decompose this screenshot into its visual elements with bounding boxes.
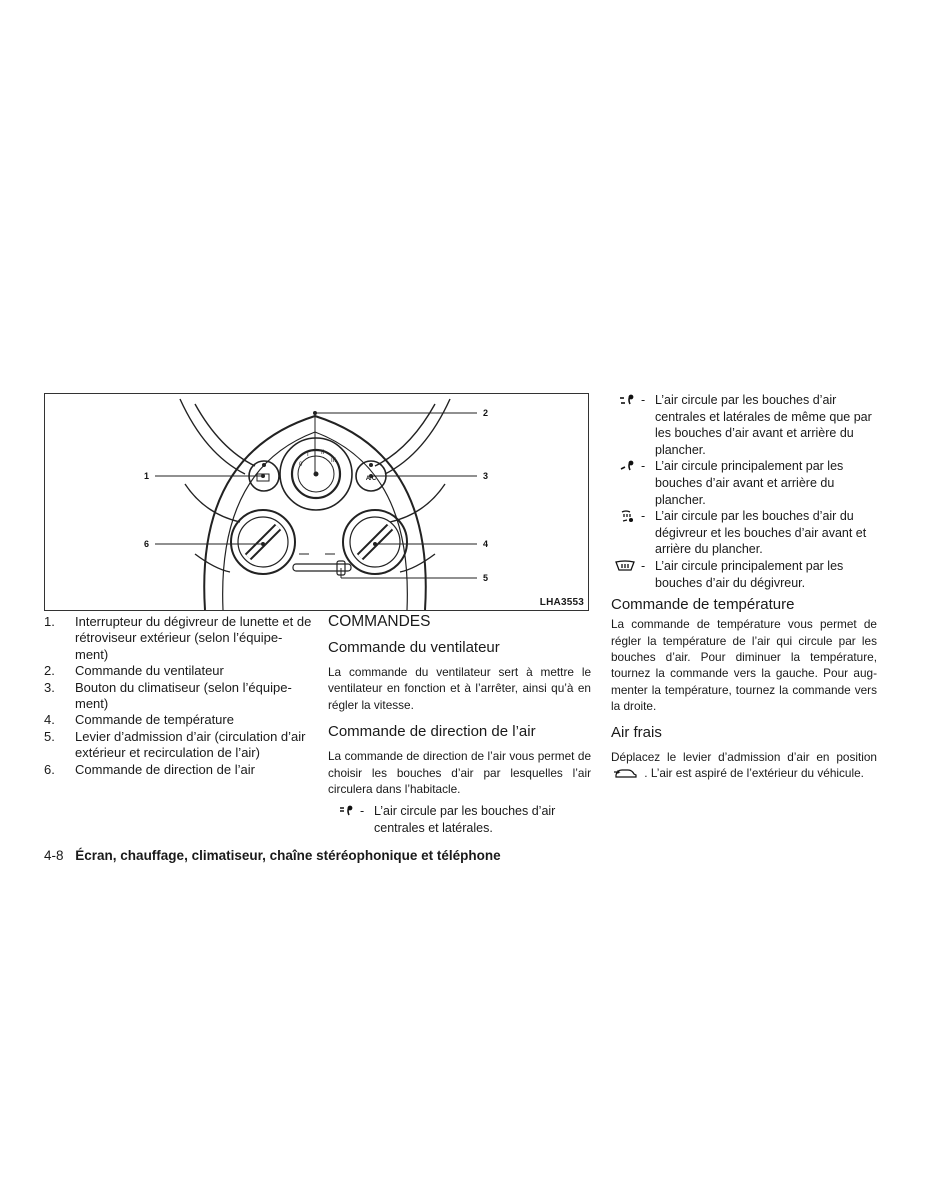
climate-control-figure [44, 393, 589, 611]
callout-5: 5 [483, 573, 489, 583]
fan-mark-2: II [321, 450, 325, 456]
figure-code: LHA3553 [539, 597, 584, 608]
bilevel-mode-item: - L’air circule par les bouches d’air centrales et latérales de même que par les bouches d’air avant et arrière du plancher. [611, 392, 877, 458]
fan-mark-1: I [307, 452, 309, 458]
callout-3: 3 [483, 471, 489, 481]
temperature-heading: Commande de température [611, 596, 795, 614]
list-item: 1. Interrupteur du dégivreur de lunette et de rétroviseur extérieur (selon l’équipe-ment) [44, 614, 312, 662]
right-column [611, 392, 877, 783]
fresh-air-icon [613, 767, 639, 783]
direction-paragraph: La commande de direction de l’air vous permet de choisir les bouches d’air par lesquelles l’air circulera dans l’habitacle. [328, 749, 591, 797]
foot-defrost-mode-icon [619, 508, 641, 524]
callout-2: 2 [483, 408, 489, 418]
list-item: 4. Commande de température [44, 712, 234, 728]
page-footer [44, 848, 501, 863]
defrost-mode-item: - L’air circule principalement par les bouches d’air du dégivreur. [611, 558, 877, 591]
fan-mark-3: III [331, 458, 337, 464]
page-number: 4-8 [44, 848, 64, 863]
middle-column [328, 612, 591, 837]
callout-1: 1 [143, 471, 149, 481]
bilevel-mode-text: L’air circule par les bouches d’air centrales et latérales de même que par les bouches d’air avant et arrière du plancher. [655, 393, 872, 457]
foot-mode-item: - L’air circule principalement par les bouches d’air avant et arrière du plancher. [611, 458, 877, 508]
foot-defrost-mode-text: L’air circule par les bouches d’air du dégivreur et les bouches d’air avant et arrière du plancher. [655, 509, 867, 557]
callout-4: 4 [483, 539, 489, 549]
section-heading: COMMANDES [328, 613, 431, 630]
climate-panel-illustration [45, 394, 588, 610]
list-item: 5. Levier d’admission d’air (circulation d’air extérieur et recirculation de l’air) [44, 728, 306, 761]
bilevel-mode-icon [619, 392, 641, 408]
direction-heading: Commande de direction de l’air [328, 723, 536, 741]
vent-mode-icon [338, 803, 360, 819]
list-item: 2. Commande du ventilateur [44, 663, 224, 679]
figure-legend [44, 614, 312, 778]
foot-mode-text: L’air circule principalement par les bouches d’air avant et arrière du plancher. [655, 459, 844, 507]
chapter-title: Écran, chauffage, climatiseur, chaîne stéréophonique et téléphone [75, 848, 501, 863]
list-item: 3. Bouton du climatiseur (selon l’équipe-ment) [44, 679, 292, 712]
defrost-mode-icon [615, 558, 641, 574]
fresh-air-heading: Air frais [611, 723, 662, 741]
fan-mark-0: 0 [299, 462, 303, 468]
temperature-paragraph: La commande de température vous permet de régler la température de l’air qui circule par les bouches d’air. Pour diminuer la température, tournez la commande vers la gauche. Pour aug-menter la température, tournez la commande vers la droite. [611, 617, 877, 714]
vent-mode-item: - L’air circule par les bouches d’air centrales et latérales. [328, 803, 591, 836]
ac-button-label: A/C [365, 476, 377, 482]
fresh-air-paragraph: Déplacez le levier d’admission d’air en position . L’air est aspiré de l’extérieur du véhicule. [611, 749, 877, 784]
vent-mode-text: L’air circule par les bouches d’air centrales et latérales. [374, 804, 556, 836]
foot-mode-icon [619, 458, 641, 474]
defrost-mode-text: L’air circule principalement par les bouches d’air du dégivreur. [655, 558, 844, 590]
fan-heading: Commande du ventilateur [328, 639, 500, 656]
callout-6: 6 [143, 539, 149, 549]
foot-defrost-mode-item: - L’air circule par les bouches d’air du dégivreur et les bouches d’air avant et arrière du plancher. [611, 508, 877, 558]
list-item: 6. Commande de direction de l’air [44, 761, 255, 777]
fan-paragraph: La commande du ventilateur sert à mettre le ventilateur en fonction et à l’arrêter, ainsi qu’à en régler la vitesse. [328, 665, 591, 712]
